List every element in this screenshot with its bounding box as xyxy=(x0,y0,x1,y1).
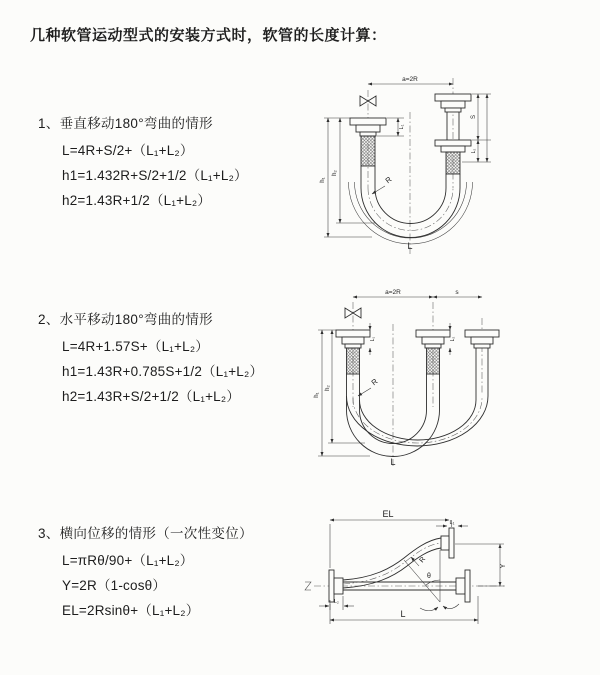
formula-h2: h2=1.43R+S/2+1/2（L₁+L₂） xyxy=(62,389,241,404)
section-3-formulas xyxy=(62,548,253,623)
left-flange xyxy=(329,570,343,602)
d3-l2-label: L₂ xyxy=(334,599,339,605)
d3-radius-label: R xyxy=(418,555,428,565)
section-1-formulas xyxy=(62,138,248,213)
section-1-heading: 1、垂直移动180°弯曲的情形 xyxy=(38,116,213,131)
formula-h1: h1=1.432R+S/2+1/2（L₁+L₂） xyxy=(62,168,248,183)
d1-s-label: S xyxy=(471,114,477,120)
section-vertical-movement xyxy=(38,112,248,213)
d1-h-inner-label: h₂ xyxy=(332,170,338,176)
section-3-heading: 3、横向位移的情形（一次性变位） xyxy=(38,526,253,541)
angle-construction xyxy=(404,550,459,611)
formula-L: L=4R+1.57S+（L₁+L₂） xyxy=(62,339,209,354)
d2-l1-label: L₁ xyxy=(370,336,376,342)
section-lateral-displacement xyxy=(38,522,253,623)
hose-body xyxy=(349,166,473,244)
dimensions xyxy=(318,297,482,456)
d3-offset-label: Y xyxy=(500,563,507,569)
d3-l1-label: L₁ xyxy=(449,520,455,526)
middle-end-fitting xyxy=(416,330,450,374)
d2-radius-label: R xyxy=(369,376,380,388)
right-end-fitting xyxy=(465,330,499,348)
d2-l2-label: L₂ xyxy=(450,336,456,342)
d3-angle-label: θ xyxy=(427,573,431,580)
d2-travel-label: s xyxy=(455,289,459,296)
upper-right-flange xyxy=(441,528,454,558)
hose-body xyxy=(347,348,489,457)
dimensions xyxy=(324,84,491,237)
formula-h2: h2=1.43R+1/2（L₁+L₂） xyxy=(62,193,212,208)
section-horizontal-movement xyxy=(38,308,263,409)
d1-length-label: L xyxy=(407,241,413,251)
diagram-lateral-displacement xyxy=(300,500,590,660)
d1-radius-label: R xyxy=(383,174,394,186)
section-2-heading: 2、水平移动180°弯曲的情形 xyxy=(38,312,213,327)
section-2-formulas xyxy=(62,334,263,409)
formula-L: L=4R+S/2+（L₁+L₂） xyxy=(62,143,194,158)
right-flange xyxy=(456,570,470,602)
formula-L: L=πRθ/90+（L₁+L₂） xyxy=(62,553,194,568)
diagram-vertical-180-bend xyxy=(310,70,580,260)
d1-l2-label: L₂ xyxy=(471,148,477,154)
formula-h1: h1=1.43R+0.785S+1/2（L₁+L₂） xyxy=(62,364,264,379)
hose-body xyxy=(343,538,456,590)
d2-h-outer-label: h₁ xyxy=(314,392,320,398)
d3-el-label: EL xyxy=(382,509,394,519)
left-end-fitting xyxy=(336,330,370,374)
d2-length-label: L xyxy=(390,457,396,467)
page-title: 几种软管运动型式的安装方式时，软管的长度计算： xyxy=(30,27,387,44)
right-end-fitting-lower xyxy=(435,140,471,174)
formula-EL: EL=2Rsinθ+（L₁+L₂） xyxy=(62,603,200,618)
formula-Y: Y=2R（1-cosθ） xyxy=(62,578,167,593)
d2-top-dim-label: a=2R xyxy=(385,289,401,296)
d1-l1-label: L₁ xyxy=(399,124,405,130)
diagram-horizontal-180-bend xyxy=(310,282,590,472)
d3-length-label: L xyxy=(400,609,406,619)
d2-h-inner-label: h₂ xyxy=(325,385,331,391)
d1-top-dim-label: a=2R xyxy=(402,76,418,83)
left-end-fitting xyxy=(350,118,386,166)
d1-h-outer-label: h₁ xyxy=(320,177,326,183)
dimensions xyxy=(319,520,504,624)
